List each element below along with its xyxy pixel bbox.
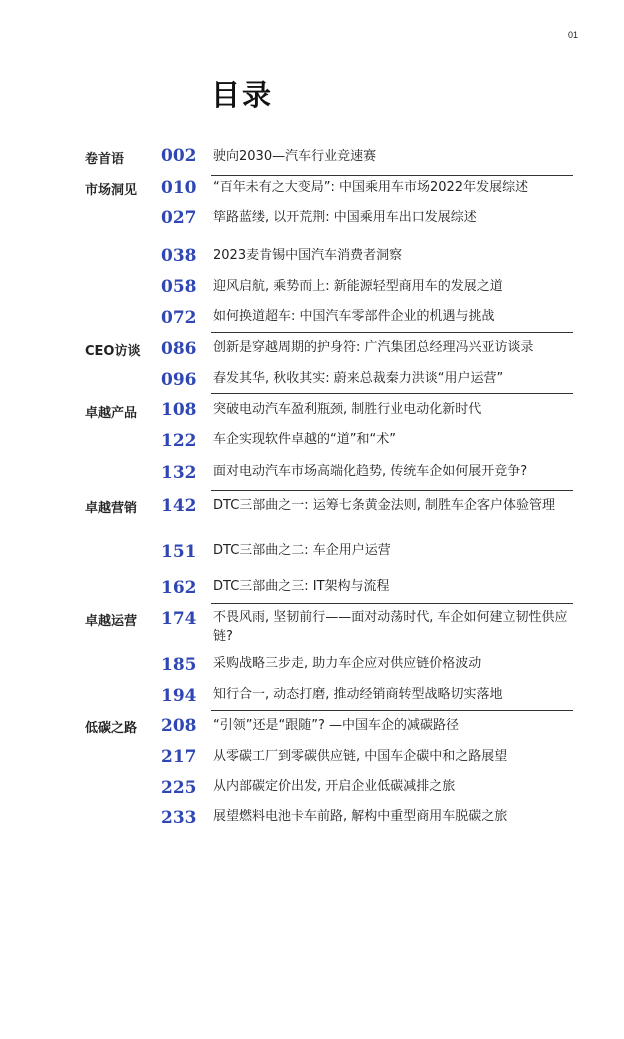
page-title: 目录 — [211, 78, 274, 112]
section-divider — [211, 175, 573, 176]
section-label: 低碳之路 — [85, 721, 138, 736]
toc-page-number[interactable]: 108 — [161, 400, 197, 420]
toc-entry-title[interactable]: 创新是穿越周期的护身符: 广汽集团总经理冯兴亚访谈录 — [213, 340, 534, 355]
toc-page-number[interactable]: 174 — [161, 609, 197, 629]
toc-entry-title[interactable]: DTC三部曲之二: 车企用户运营 — [213, 543, 391, 558]
toc-page-number[interactable]: 151 — [161, 542, 197, 562]
toc-page-number[interactable]: 162 — [161, 578, 197, 598]
toc-entry-title[interactable]: 驶向2030—汽车行业竞速赛 — [213, 149, 377, 164]
section-label: 卓越产品 — [85, 406, 138, 421]
section-label: 市场洞见 — [85, 183, 138, 198]
toc-entry-title[interactable]: 采购战略三步走, 助力车企应对供应链价格波动 — [213, 656, 482, 671]
toc-entry-title[interactable]: 迎风启航, 乘势而上: 新能源轻型商用车的发展之道 — [213, 279, 503, 294]
section-divider — [211, 710, 573, 711]
toc-page-number[interactable]: 185 — [161, 655, 197, 675]
section-label: 卷首语 — [85, 152, 125, 167]
page-number: 01 — [568, 30, 579, 40]
toc-entry-title[interactable]: 车企实现软件卓越的“道”和“术” — [213, 432, 396, 447]
toc-entry-title[interactable]: 从零碳工厂到零碳供应链, 中国车企碳中和之路展望 — [213, 749, 508, 764]
toc-page-number[interactable]: 027 — [161, 208, 197, 228]
toc-entry-title[interactable]: 2023麦肯锡中国汽车消费者洞察 — [213, 248, 403, 263]
toc-page-number[interactable]: 208 — [161, 716, 197, 736]
toc-entry-title[interactable]: 筚路蓝缕, 以开荒荆: 中国乘用车出口发展综述 — [213, 210, 477, 225]
toc-entry-title[interactable]: 如何换道超车: 中国汽车零部件企业的机遇与挑战 — [213, 309, 495, 324]
section-label: CEO访谈 — [85, 344, 141, 359]
toc-page-number[interactable]: 058 — [161, 277, 197, 297]
toc-entry-title[interactable]: 面对电动汽车市场高端化趋势, 传统车企如何展开竞争? — [213, 464, 528, 479]
toc-page-number[interactable]: 096 — [161, 370, 197, 390]
toc-page-number[interactable]: 072 — [161, 308, 197, 328]
toc-entry-title[interactable]: 展望燃料电池卡车前路, 解构中重型商用车脱碳之旅 — [213, 809, 508, 824]
toc-entry-title[interactable]: 春发其华, 秋收其实: 蔚来总裁秦力洪谈“用户运营” — [213, 371, 504, 386]
toc-entry-title[interactable]: “百年未有之大变局”: 中国乘用车市场2022年发展综述 — [213, 180, 529, 195]
toc-page-number[interactable]: 217 — [161, 747, 197, 767]
section-label: 卓越运营 — [85, 614, 138, 629]
toc-page-number[interactable]: 086 — [161, 339, 197, 359]
toc-entry-title[interactable]: 知行合一, 动态打磨, 推动经销商转型战略切实落地 — [213, 687, 503, 702]
toc-page-number[interactable]: 010 — [161, 178, 197, 198]
toc-entry-title[interactable]: 从内部碳定价出发, 开启企业低碳减排之旅 — [213, 779, 456, 794]
section-label: 卓越营销 — [85, 501, 138, 516]
toc-page-number[interactable]: 038 — [161, 246, 197, 266]
toc-page-number[interactable]: 225 — [161, 778, 197, 798]
section-divider — [211, 490, 573, 491]
toc-entry-title[interactable]: 不畏风雨, 坚韧前行——面对动荡时代, 车企如何建立韧性供应链? — [213, 610, 568, 644]
section-divider — [211, 393, 573, 394]
toc-entry-title[interactable]: DTC三部曲之一: 运筹七条黄金法则, 制胜车企客户体验管理 — [213, 498, 556, 513]
section-divider — [211, 332, 573, 333]
section-divider — [211, 603, 573, 604]
toc-entry-title[interactable]: “引领”还是“跟随”? —中国车企的减碳路径 — [213, 718, 459, 733]
toc-entry-title[interactable]: DTC三部曲之三: IT架构与流程 — [213, 579, 390, 594]
toc-page-number[interactable]: 002 — [161, 146, 197, 166]
toc-page-number[interactable]: 142 — [161, 496, 197, 516]
toc-page-number[interactable]: 132 — [161, 463, 197, 483]
toc-page-number[interactable]: 122 — [161, 431, 197, 451]
toc-page-number[interactable]: 194 — [161, 686, 197, 706]
toc-entry-title[interactable]: 突破电动汽车盈利瓶颈, 制胜行业电动化新时代 — [213, 402, 482, 417]
toc-page-number[interactable]: 233 — [161, 808, 197, 828]
